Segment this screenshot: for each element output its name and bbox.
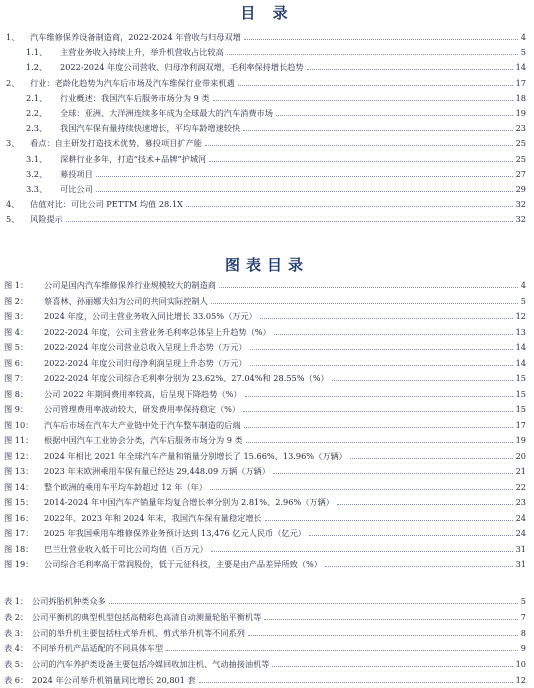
toc-entry[interactable] — [0, 212, 534, 226]
dot-leader — [250, 349, 513, 350]
dot-leader — [205, 145, 513, 146]
page-number: 9 — [520, 643, 526, 654]
entry-title: 可比公司 — [60, 184, 93, 194]
dot-leader — [276, 115, 513, 116]
page-number: 15 — [515, 373, 526, 383]
dot-leader — [245, 396, 513, 397]
entry-number: 1.1、 — [26, 47, 48, 58]
entry-number: 图 12： — [4, 450, 34, 461]
entry-number: 1、 — [6, 32, 20, 42]
entry-title: 2024 年公司举升机销量同比增长 20,801 套 — [32, 675, 196, 685]
dot-leader — [350, 458, 513, 459]
entry-title: 公司管理费用率波动较大，研发费用率保持稳定（%） — [44, 404, 241, 414]
toc-entry[interactable] — [0, 594, 534, 608]
entry-number: 表 1： — [4, 596, 29, 606]
entry-number: 图 6： — [4, 357, 29, 368]
toc-entry[interactable] — [0, 495, 534, 509]
page-number: 29 — [515, 184, 526, 194]
dot-leader — [274, 334, 513, 335]
entry-number: 2.2、 — [26, 108, 48, 118]
page-number: 31 — [515, 559, 526, 569]
entry-title: 全球：亚洲、大洋洲连续多年成为全球最大的汽车消费市场 — [60, 108, 273, 118]
toc-entry[interactable] — [0, 526, 534, 540]
page-number: 4 — [520, 32, 526, 42]
page-number: 20 — [515, 450, 526, 461]
entry-number: 2、 — [6, 77, 20, 88]
toc-entry[interactable] — [0, 76, 534, 90]
toc-entry[interactable] — [0, 557, 534, 571]
dot-leader — [243, 130, 513, 131]
entry-number: 3、 — [6, 138, 20, 149]
page-number: 15 — [515, 388, 526, 399]
page-number: 25 — [515, 138, 526, 149]
entry-title: 2024 年度，公司主营业务收入同比增长 33.05%（万元） — [44, 311, 257, 321]
toc-entry[interactable] — [0, 418, 534, 432]
entry-title: 公司拆胎机种类众多 — [32, 596, 106, 606]
toc-entry[interactable] — [0, 511, 534, 525]
dot-leader — [265, 520, 513, 521]
entry-title: 公司平衡机的典型机型包括高精彩色高清自动测量轮胎平衡机等 — [32, 611, 262, 622]
entry-number: 3.3、 — [26, 184, 48, 194]
entry-number: 图 10： — [4, 419, 34, 430]
entry-number: 图 2： — [4, 295, 29, 306]
toc-entry[interactable] — [0, 626, 534, 640]
entry-title: 2025 年我国乘用车维修保养业务预计达到 13,476 亿元人民币（亿元） — [44, 528, 306, 538]
toc-entry[interactable] — [0, 30, 534, 44]
figures-heading: 图表目录 — [224, 256, 309, 274]
dot-leader — [325, 566, 513, 567]
page-number: 7 — [520, 611, 526, 622]
dot-leader — [332, 380, 513, 381]
dot-leader — [213, 100, 513, 101]
page-number: 32 — [515, 199, 526, 210]
dot-leader — [244, 39, 518, 40]
entry-number: 图 5： — [4, 342, 29, 352]
toc-entry[interactable] — [0, 167, 534, 181]
dot-leader — [264, 619, 518, 620]
toc-entry[interactable] — [0, 91, 534, 105]
dot-leader — [66, 221, 513, 222]
entry-title: 看点：自主研发打造技术优势，募投项目扩产能 — [30, 138, 202, 149]
dot-leader — [166, 650, 518, 651]
page-number: 22 — [515, 481, 526, 492]
entry-title: 整个欧洲的乘用车平均车龄超过 12 年（年） — [44, 481, 207, 492]
toc-entry[interactable] — [0, 387, 534, 401]
page-number: 12 — [515, 311, 526, 321]
entry-title: 公司综合毛利率高于常润股份，低于元征科技，主要是由产品差异所致（%） — [44, 559, 322, 569]
page-number: 32 — [515, 214, 526, 225]
dot-leader — [337, 504, 513, 505]
entry-title: 行业：老龄化趋势为汽车后市场及汽车维保行业带来机遇 — [30, 77, 235, 88]
toc-entry[interactable] — [0, 402, 534, 416]
page-number: 15 — [515, 404, 526, 414]
toc-entry[interactable] — [0, 433, 534, 447]
toc-entry[interactable] — [0, 325, 534, 339]
dot-leader — [219, 287, 518, 288]
page-number: 27 — [515, 168, 526, 179]
entry-title: 2022-2024 年度公司营业总收入呈现上升态势（万元） — [44, 342, 247, 352]
toc-heading: 目 录 — [240, 4, 294, 22]
dot-leader — [227, 54, 518, 55]
toc-entry[interactable] — [0, 45, 534, 59]
entry-title: 2023 年末欧洲乘用车保有量已经达 29,448.09 万辆（万辆） — [44, 466, 270, 476]
toc-entry[interactable] — [0, 610, 534, 624]
entry-title: 公司 2022 年期间费用率较高，后呈现下降趋势（%） — [44, 388, 242, 399]
page-number: 24 — [515, 528, 526, 538]
entry-title: 2022-2024 年度，公司主营业务毛利率总体呈上升趋势（%） — [44, 326, 271, 337]
entry-number: 2.1、 — [26, 92, 48, 103]
entry-number: 图 9： — [4, 404, 29, 414]
page-number: 23 — [515, 123, 526, 134]
entry-title: 2024 年相比 2021 年全球汽车产量和销量分别增长了 15.66%、13.96%（万辆） — [44, 450, 347, 461]
entry-number: 图 16： — [4, 512, 34, 523]
entry-title: 汽车维修保养设备制造商，2022-2024 年营收与归母双增 — [30, 32, 241, 42]
toc-entry[interactable] — [0, 657, 534, 671]
entry-title: 估值对比：可比公司 PETTM 均值 28.1X — [30, 199, 183, 210]
entry-title: 汽车后市场在汽车大产业链中处于汽车整车制造的后端 — [44, 419, 241, 430]
entry-number: 3.1、 — [26, 153, 48, 164]
entry-title: 深耕行业多年，打造“技术+品牌”护城河 — [60, 153, 207, 164]
dot-leader — [250, 365, 513, 366]
entry-number: 图 8： — [4, 388, 29, 399]
page-number: 31 — [515, 543, 526, 554]
page-number: 17 — [515, 77, 526, 88]
entry-title: 巴兰仕营业收入低于可比公司均值（百万元） — [44, 543, 208, 554]
toc-entry[interactable] — [0, 449, 534, 463]
entry-number: 5、 — [6, 214, 20, 225]
dot-leader — [243, 411, 513, 412]
dot-leader — [186, 206, 513, 207]
entry-title: 2022-2024 年度公司归母净利润呈现上升态势（万元） — [44, 357, 247, 368]
dot-leader — [210, 489, 513, 490]
page-number: 19 — [515, 108, 526, 118]
page-number: 25 — [515, 153, 526, 164]
dot-leader — [211, 303, 518, 304]
page-number: 5 — [520, 47, 526, 58]
toc-entry[interactable] — [0, 340, 534, 354]
entry-number: 1.2、 — [26, 62, 48, 73]
toc-entry[interactable] — [0, 60, 534, 74]
toc-entry[interactable] — [0, 641, 534, 655]
toc-entry[interactable] — [0, 480, 534, 494]
entry-number: 表 3： — [4, 627, 29, 638]
dot-leader — [246, 442, 513, 443]
entry-number: 4、 — [6, 199, 20, 210]
toc-entry[interactable] — [0, 197, 534, 211]
entry-title: 2022-2024 年度公司营收、归母净利润双增，毛利率保持增长趋势 — [60, 62, 304, 73]
entry-number: 图 14： — [4, 481, 34, 492]
toc-entry[interactable] — [0, 371, 534, 385]
toc-entry[interactable] — [0, 464, 534, 478]
page-number: 13 — [515, 326, 526, 337]
page-number: 8 — [520, 627, 526, 638]
entry-number: 图 4： — [4, 326, 29, 337]
toc-entry[interactable] — [0, 673, 534, 687]
dot-leader — [309, 535, 513, 536]
entry-title: 2014-2024 年中国汽车产销量年均复合增长率分别为 2.81%、2.96%（万辆） — [44, 497, 334, 507]
toc-entry[interactable] — [0, 542, 534, 556]
page-number: 21 — [515, 466, 526, 476]
page-number: 10 — [515, 659, 526, 670]
entry-number: 表 2： — [4, 611, 29, 622]
entry-title: 主营业务收入持续上升，举升机营收占比较高 — [60, 47, 224, 58]
entry-title: 根据中国汽车工业协会分类，汽车后服务市场分为 9 类 — [44, 435, 243, 445]
entry-number: 图 18： — [4, 543, 34, 554]
toc-entry[interactable] — [0, 278, 534, 292]
page-number: 5 — [520, 295, 526, 306]
entry-title: 募投项目 — [60, 168, 93, 179]
entry-title: 2022-2024 年度公司综合毛利率分别为 23.62%、27.04%和 28.55%（%） — [44, 373, 329, 383]
page-number: 4 — [520, 280, 526, 290]
toc-entry[interactable] — [0, 294, 534, 308]
entry-number: 图 17： — [4, 528, 34, 538]
entry-number: 3.2、 — [26, 168, 48, 179]
entry-title: 我国汽车保有量持续快速增长，平均车龄增速较快 — [60, 123, 241, 134]
toc-entry[interactable] — [0, 152, 534, 166]
entry-number: 2.3、 — [26, 123, 48, 134]
page-number: 5 — [520, 596, 526, 606]
page-number: 14 — [515, 342, 526, 352]
entry-title: 风险提示 — [30, 214, 63, 225]
entry-title: 不同举升机产品适配的不同具体车型 — [32, 643, 164, 654]
entry-title: 蔡喜林、孙丽娜夫妇为公司的共同实际控制人 — [44, 295, 208, 306]
dot-leader — [211, 551, 513, 552]
dot-leader — [109, 603, 518, 604]
dot-leader — [96, 191, 513, 192]
entry-number: 图 11： — [4, 435, 34, 445]
entry-title: 公司是国内汽车维修保养行业规模较大的制造商 — [44, 280, 216, 290]
page-number: 17 — [515, 419, 526, 430]
entry-number: 图 13： — [4, 466, 34, 476]
dot-leader — [248, 635, 518, 636]
page-number: 24 — [515, 512, 526, 523]
entry-number: 表 5： — [4, 659, 29, 670]
entry-number: 图 3： — [4, 311, 29, 321]
toc-entry[interactable] — [0, 106, 534, 120]
page-number: 12 — [515, 675, 526, 685]
page-number: 23 — [515, 497, 526, 507]
entry-number: 图 19： — [4, 559, 34, 569]
dot-leader — [273, 473, 513, 474]
page-number: 19 — [515, 435, 526, 445]
dot-leader — [244, 427, 513, 428]
page-number: 14 — [515, 357, 526, 368]
toc-entry[interactable] — [0, 356, 534, 370]
dot-leader — [238, 85, 513, 86]
dot-leader — [307, 69, 513, 70]
entry-number: 表 4： — [4, 643, 29, 654]
entry-title: 公司的汽车养护类设备主要包括冷媒回收加注机、气动抽接油机等 — [32, 659, 270, 670]
toc-entry[interactable] — [0, 121, 534, 135]
page-number: 14 — [515, 62, 526, 73]
dot-leader — [272, 666, 513, 667]
entry-number: 图 15： — [4, 497, 34, 507]
entry-title: 2022年、2023 年和 2024 年末，我国汽车保有量稳定增长 — [44, 512, 262, 523]
dot-leader — [260, 318, 513, 319]
dot-leader — [209, 161, 513, 162]
page-number: 18 — [515, 92, 526, 103]
entry-title: 行业概述：我国汽车后服务市场分为 9 类 — [60, 92, 210, 103]
dot-leader — [96, 176, 513, 177]
dot-leader — [199, 682, 513, 683]
entry-number: 表 6： — [4, 675, 29, 685]
entry-number: 图 1： — [4, 280, 29, 290]
toc-entry[interactable] — [0, 136, 534, 150]
toc-entry[interactable] — [0, 309, 534, 323]
entry-title: 公司的举升机主要包括柱式举升机、剪式举升机等不同系列 — [32, 627, 245, 638]
entry-number: 图 7： — [4, 373, 29, 383]
toc-entry[interactable] — [0, 182, 534, 196]
